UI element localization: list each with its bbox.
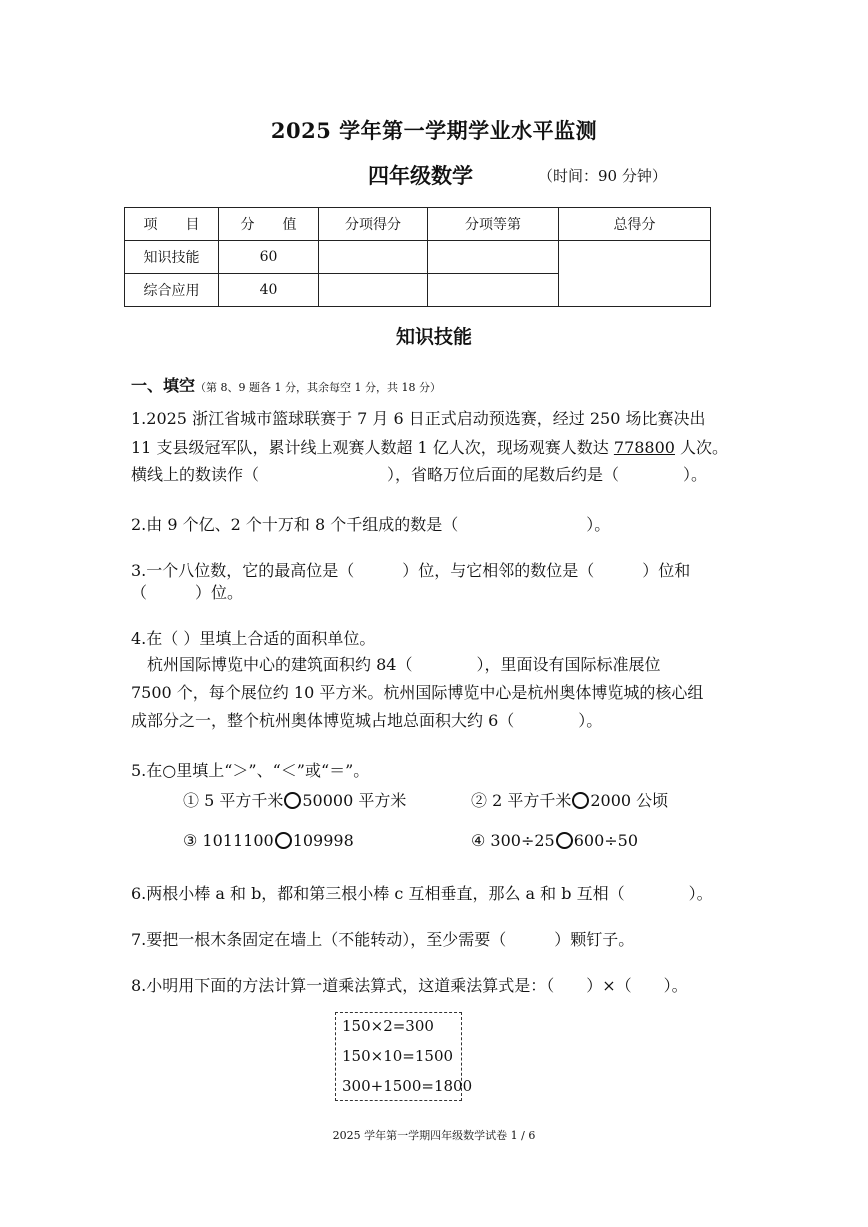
calc-line-3: 300+1500=1800 bbox=[342, 1077, 473, 1095]
q4-line-1: 4.在（ ）里填上合适的面积单位。 bbox=[131, 629, 376, 648]
q5-item-1 bbox=[183, 791, 406, 811]
exam-time: （时间：90 分钟） bbox=[538, 167, 667, 185]
table-row bbox=[125, 241, 711, 274]
q5-item-2-left: ② 2 平方千米 bbox=[471, 791, 572, 810]
row-item: 综合应用 bbox=[125, 274, 219, 307]
part-heading bbox=[131, 373, 441, 396]
q5-item-1-left: ① 5 平方千米 bbox=[183, 791, 284, 810]
exam-subtitle: 四年级数学 bbox=[368, 163, 473, 188]
q5-item-2 bbox=[471, 791, 668, 811]
q1-text-b: 人次。 bbox=[674, 438, 729, 457]
q5-item-4 bbox=[471, 831, 638, 851]
q5-item-3 bbox=[183, 831, 354, 851]
part-note: （第 8、9 题各 1 分，其余每空 1 分，共 18 分） bbox=[195, 381, 441, 394]
header-value: 分 值 bbox=[219, 208, 319, 241]
q3-line-1: 3.一个八位数，它的最高位是（ ）位，与它相邻的数位是（ ）位和 bbox=[131, 561, 691, 580]
q5-item-4-left: ④ 300÷25 bbox=[471, 831, 555, 850]
q5-item-1-right: 50000 平方米 bbox=[302, 791, 407, 810]
q2-line: 2.由 9 个亿、2 个十万和 8 个千组成的数是（ ）。 bbox=[131, 515, 611, 534]
table-header-row bbox=[125, 208, 711, 241]
q4-line-3: 7500 个，每个展位约 10 平方米。杭州国际博览中心是杭州奥体博览城的核心组 bbox=[131, 683, 704, 702]
q5-item-3-left: ③ 1011100 bbox=[183, 831, 274, 850]
circle-blank[interactable] bbox=[556, 832, 573, 849]
circle-blank[interactable] bbox=[284, 792, 301, 809]
exam-title: 2025 学年第一学期学业水平监测 bbox=[270, 118, 598, 143]
q1-line-3: 横线上的数读作（ ），省略万位后面的尾数后约是（ ）。 bbox=[131, 465, 708, 484]
q1-number: 778800 bbox=[613, 438, 675, 457]
row-value: 40 bbox=[219, 274, 319, 307]
header-sub-grade: 分项等第 bbox=[428, 208, 559, 241]
calculation-box bbox=[335, 1012, 473, 1101]
total-score-cell[interactable] bbox=[559, 241, 711, 307]
header-sub-score: 分项得分 bbox=[319, 208, 428, 241]
q5-item-3-right: 109998 bbox=[292, 831, 354, 850]
sub-grade-cell[interactable] bbox=[428, 274, 559, 307]
row-item: 知识技能 bbox=[125, 241, 219, 274]
sub-grade-cell[interactable] bbox=[428, 241, 559, 274]
q4-line-4: 成部分之一，整个杭州奥体博览城占地总面积大约 6（ ）。 bbox=[131, 711, 603, 730]
q8-line: 8.小明用下面的方法计算一道乘法算式，这道乘法算式是：（ ）×（ ）。 bbox=[131, 976, 688, 995]
q5-line: 5.在○里填上“＞”、“＜”或“＝”。 bbox=[131, 761, 370, 780]
q4-line-2: 杭州国际博览中心的建筑面积约 84（ ），里面设有国际标准展位 bbox=[131, 655, 661, 674]
header-total: 总得分 bbox=[559, 208, 711, 241]
q1-line-1: 1.2025 浙江省城市篮球联赛于 7 月 6 日正式启动预选赛，经过 250 场比赛决出 bbox=[131, 409, 706, 428]
q1-line-2 bbox=[131, 438, 728, 458]
part-title: 一、填空 bbox=[131, 376, 196, 395]
calc-line-2: 150×10=1500 bbox=[342, 1047, 454, 1065]
circle-blank[interactable] bbox=[572, 792, 589, 809]
page-footer: 2025 学年第一学期四年级数学试卷 1 / 6 bbox=[332, 1129, 536, 1142]
header-item: 项 目 bbox=[125, 208, 219, 241]
q5-item-4-right: 600÷50 bbox=[573, 831, 639, 850]
score-table bbox=[124, 207, 711, 307]
row-value: 60 bbox=[219, 241, 319, 274]
sub-score-cell[interactable] bbox=[319, 274, 428, 307]
q7-line: 7.要把一根木条固定在墙上（不能转动），至少需要（ ）颗钉子。 bbox=[131, 930, 635, 949]
q6-line: 6.两根小棒 a 和 b，都和第三根小棒 c 互相垂直，那么 a 和 b 互相（ ）。 bbox=[131, 884, 713, 903]
section-title: 知识技能 bbox=[395, 326, 472, 348]
circle-blank[interactable] bbox=[275, 832, 292, 849]
calc-line-1: 150×2=300 bbox=[342, 1017, 434, 1035]
q3-line-2: （ ）位。 bbox=[131, 583, 244, 602]
sub-score-cell[interactable] bbox=[319, 241, 428, 274]
q5-item-2-right: 2000 公顷 bbox=[590, 791, 669, 810]
q1-text-a: 11 支县级冠军队，累计线上观赛人数超 1 亿人次，现场观赛人数达 bbox=[131, 438, 614, 457]
